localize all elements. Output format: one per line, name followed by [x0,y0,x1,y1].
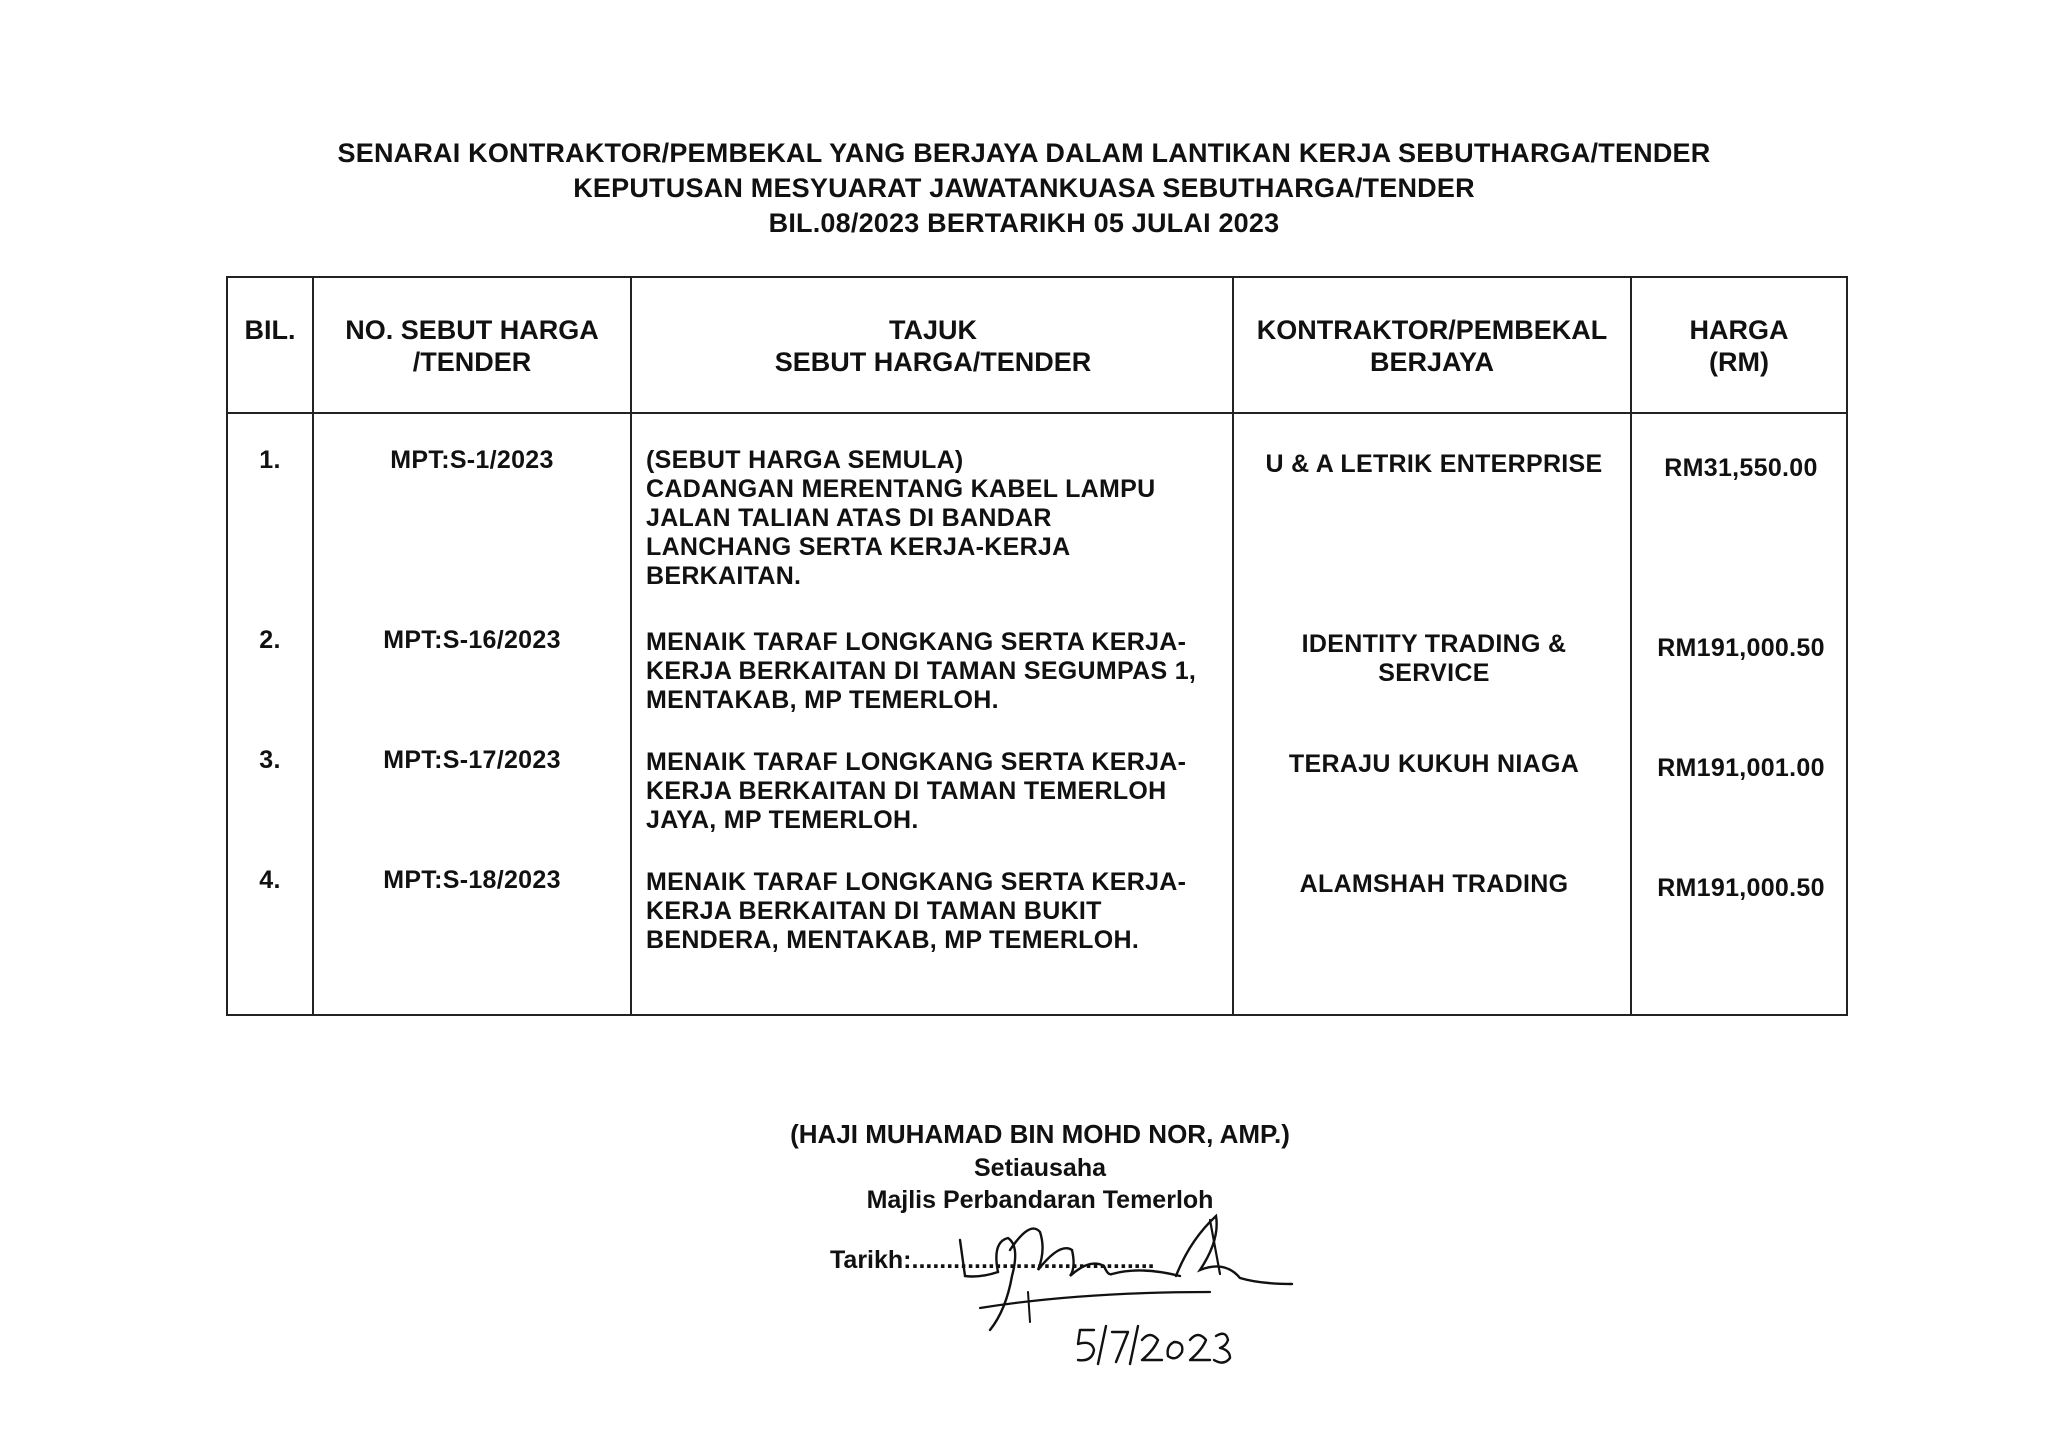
header-tajuk-line2: SEBUT HARGA/TENDER [774,347,1092,377]
date-dots: ................................... [911,1246,1155,1274]
row-1-kontraktor: U & A LETRIK ENTERPRISE [1265,450,1603,478]
heading-line-1: SENARAI KONTRAKTOR/PEMBEKAL YANG BERJAYA DALAM LANTIKAN KERJA SEBUTHARGA/TENDER [337,138,1711,168]
header-bil-text: BIL. [244,315,296,345]
header-kontraktor-line2: BERJAYA [1369,347,1495,377]
heading-line-2: KEPUTUSAN MESYUARAT JAWATANKUASA SEBUTHARGA/TENDER [573,173,1475,203]
header-divider [228,412,1846,414]
header-tajuk-line1: TAJUK [888,315,977,345]
row-2-bil: 2. [259,626,281,654]
row-2-no: MPT:S-16/2023 [383,626,561,654]
handwritten-date [1078,1326,1230,1364]
row-4-no: MPT:S-18/2023 [383,866,561,894]
heading-line-3: BIL.08/2023 BERTARIKH 05 JULAI 2023 [768,208,1280,238]
table-divider [630,278,632,1014]
row-1-harga: RM31,550.00 [1664,454,1818,482]
row-3-tajuk: MENAIK TARAF LONGKANG SERTA KERJA- KERJA BERKAITAN DI TAMAN TEMERLOH JAYA, MP TEMERLOH. [646,748,1187,834]
row-1-tajuk: (SEBUT HARGA SEMULA) CADANGAN MERENTANG KABEL LAMPU JALAN TALIAN ATAS DI BANDAR LANCHANG SERTA KERJA-KERJA BERKAITAN. [646,446,1156,590]
row-4-kontraktor: ALAMSHAH TRADING [1299,870,1569,898]
results-table [226,276,1848,1016]
row-4-bil: 4. [259,866,281,894]
handwritten-signature [880,1180,1340,1370]
header-tajuk [634,314,1232,378]
row-2-kontraktor: IDENTITY TRADING & SERVICE [1301,630,1567,687]
row-1-no: MPT:S-1/2023 [390,446,554,474]
header-no-line2: /TENDER [412,347,532,377]
header-no-line1: NO. SEBUT HARGA [345,315,599,345]
signatory-organization: Majlis Perbandaran Temerloh [866,1186,1214,1214]
row-3-bil: 3. [259,746,281,774]
header-kontraktor-line1: KONTRAKTOR/PEMBEKAL [1256,315,1608,345]
row-4-harga: RM191,000.50 [1657,874,1825,902]
row-4-tajuk: MENAIK TARAF LONGKANG SERTA KERJA- KERJA BERKAITAN DI TAMAN BUKIT BENDERA, MENTAKAB, MP TEMERLOH. [646,868,1187,954]
row-3-no: MPT:S-17/2023 [383,746,561,774]
header-bil [228,314,312,346]
row-2-tajuk: MENAIK TARAF LONGKANG SERTA KERJA- KERJA BERKAITAN DI TAMAN SEGUMPAS 1, MENTAKAB, MP TEMERLOH. [646,628,1197,714]
row-2-harga: RM191,000.50 [1657,634,1825,662]
header-harga [1632,314,1846,378]
signatory-name: (HAJI MUHAMAD BIN MOHD NOR, AMP.) [790,1119,1290,1149]
row-3-harga: RM191,001.00 [1657,754,1825,782]
header-no [314,314,630,378]
date-label: Tarikh: [830,1246,912,1274]
row-1-bil: 1. [259,446,281,474]
header-kontraktor [1234,314,1630,378]
header-harga-line2: (RM) [1709,347,1769,377]
row-3-kontraktor: TERAJU KUKUH NIAGA [1288,750,1580,778]
header-harga-line1: HARGA [1689,315,1789,345]
signatory-title: Setiausaha [973,1154,1106,1182]
document-heading [0,136,2048,241]
